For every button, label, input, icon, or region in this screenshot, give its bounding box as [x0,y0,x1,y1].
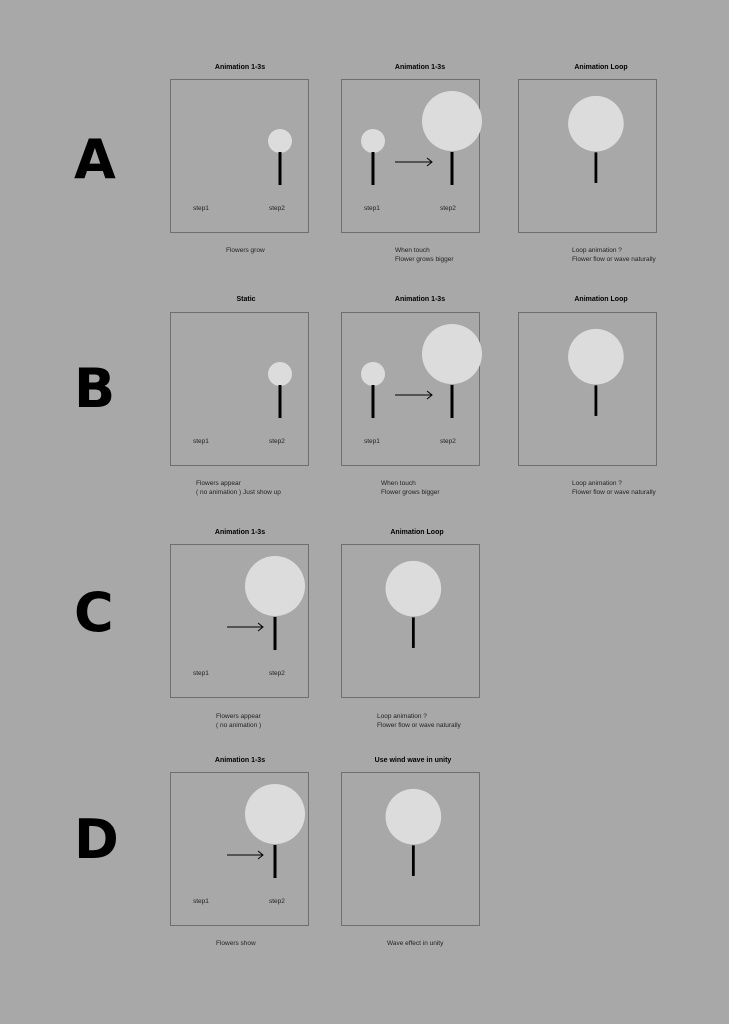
flower-stem [412,845,415,876]
flower-stem [451,385,454,418]
step1-label: step1 [364,205,380,212]
flower-stem [451,152,454,185]
caption-line-1: Flowers appear [196,480,241,487]
step2-label: step2 [269,438,285,445]
row-letter-d: D [74,808,119,871]
step2-label: step2 [269,205,285,212]
flower-head-large [245,556,305,616]
caption-line-1: Loop animation ? [572,480,622,487]
flower-head-large [386,789,442,845]
panel-b2 [341,312,480,466]
caption-line-1: When touch [381,480,416,487]
panel-a1 [170,79,309,233]
caption-line-2: Flower flow or wave naturally [572,256,656,263]
step2-label: step2 [440,205,456,212]
caption-line-2: Flower grows bigger [395,256,454,263]
caption-line-1: Loop animation ? [377,713,427,720]
flower-head [268,362,292,386]
panel-b1 [170,312,309,466]
caption: Flowers show [216,940,256,947]
panel-title: Animation 1-3s [394,64,446,71]
flower-head-small [361,129,385,153]
panel-title: Animation 1-3s [394,296,446,303]
panel-d1 [170,772,309,926]
panel-c1 [170,544,309,698]
panel-title: Static [236,296,256,303]
panel-a2 [341,79,480,233]
flower-head-large [422,91,482,151]
caption: Wave effect in unity [387,940,444,947]
panel-d2 [341,772,480,926]
flower-stem [274,845,277,878]
step1-label: step1 [193,205,209,212]
panel-b3 [518,312,657,466]
panel-c2 [341,544,480,698]
flower-stem [279,385,282,418]
caption-line-2: ( no animation ) [216,722,262,729]
panel-title: Animation Loop [574,64,628,71]
caption-line-2: ( no animation ) Just show up [196,489,281,496]
flower-stem [372,385,375,418]
panel-a3 [518,79,657,233]
step1-label: step1 [364,438,380,445]
caption-line-2: Flower flow or wave naturally [377,722,461,729]
panel-title: Animation Loop [574,296,628,303]
step1-label: step1 [193,898,209,905]
step1-label: step1 [193,438,209,445]
caption-line-1: When touch [395,247,430,254]
caption-line-1: Loop animation ? [572,247,622,254]
panel-title: Animation 1-3s [214,64,266,71]
flower-head-large [422,324,482,384]
panel-title: Animation 1-3s [214,529,266,536]
panel-title: Animation 1-3s [214,757,266,764]
flower-stem [372,152,375,185]
flower-head [268,129,292,153]
caption-line-1: Flowers appear [216,713,261,720]
row-letter-b: B [74,357,116,420]
caption-line-2: Flower flow or wave naturally [572,489,656,496]
flower-head-large [386,561,442,617]
step2-label: step2 [269,898,285,905]
caption-line-2: Flower grows bigger [381,489,440,496]
flower-stem [279,152,282,185]
flower-head-large [568,329,624,385]
flower-head-large [245,784,305,844]
step1-label: step1 [193,670,209,677]
flower-stem [595,152,598,183]
flower-stem [412,617,415,648]
flower-stem [274,617,277,650]
step2-label: step2 [440,438,456,445]
row-letter-c: C [74,581,114,644]
flower-head-large [568,96,624,152]
caption: Flowers grow [226,247,265,254]
panel-title: Animation Loop [390,529,444,536]
step2-label: step2 [269,670,285,677]
flower-head-small [361,362,385,386]
row-letter-a: A [74,128,116,191]
panel-title: Use wind wave in unity [374,757,452,764]
flower-stem [595,385,598,416]
